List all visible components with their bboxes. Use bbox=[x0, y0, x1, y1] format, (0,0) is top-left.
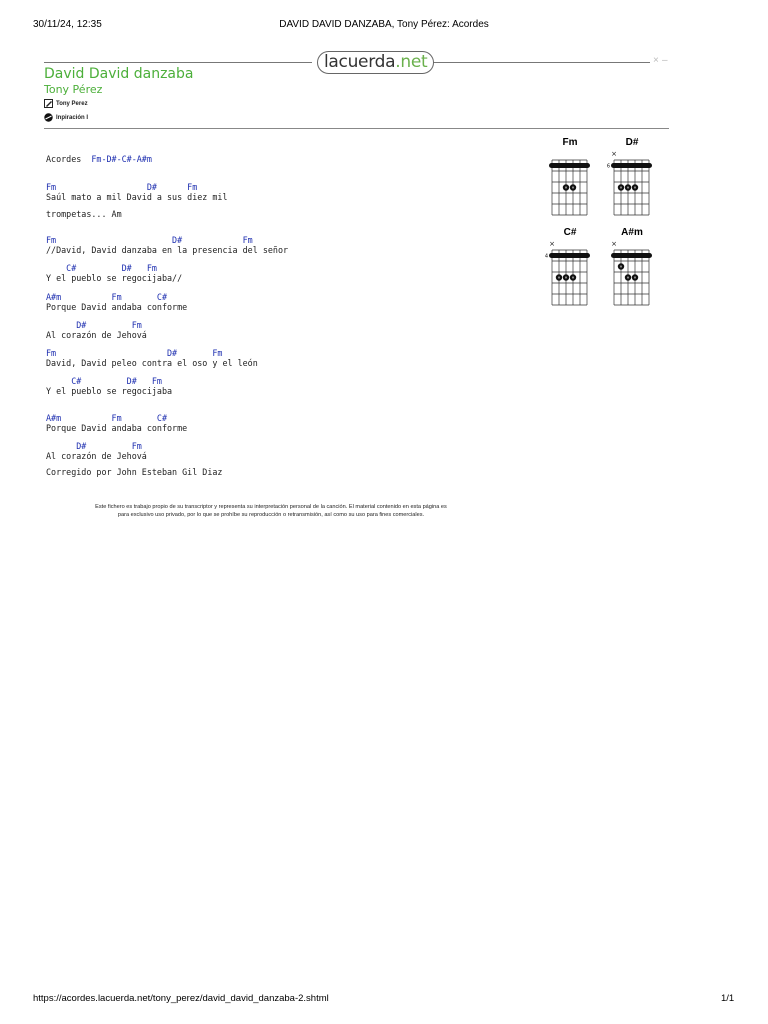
footer-page-number: 1/1 bbox=[721, 993, 735, 1004]
lyric-line: David, David peleo contra el oso y el león bbox=[46, 358, 258, 368]
logo-tld: .net bbox=[395, 52, 428, 72]
lyric-line: //David, David danzaba en la presencia del señor bbox=[46, 245, 289, 255]
credit-line: Corregido por John Esteban Gil Diaz bbox=[46, 467, 223, 477]
fretboard bbox=[607, 148, 657, 220]
chord-diagram-name: D# bbox=[625, 137, 639, 148]
barre-bar bbox=[549, 163, 590, 168]
muted-string-mark: × bbox=[611, 240, 617, 248]
finger-dot-center bbox=[558, 276, 560, 278]
finger-dot-center bbox=[620, 265, 622, 267]
chord-line: Fm D# Fm bbox=[46, 348, 223, 358]
finger-dot-center bbox=[572, 186, 574, 188]
finger-dot-center bbox=[565, 186, 567, 188]
chord-line: A#m Fm C# bbox=[46, 413, 168, 423]
chords-summary-line bbox=[46, 154, 152, 164]
muted-string-mark: × bbox=[611, 150, 617, 158]
fretboard bbox=[545, 238, 595, 310]
chord-line: C# D# Fm bbox=[46, 263, 157, 273]
print-doc-title: DAVID DAVID DANZABA, Tony Pérez: Acordes bbox=[279, 19, 489, 30]
disclaimer-line-2: para exclusivo uso privado, por lo que se prohíbe su reproducción o retransmisión, así como su uso para fines comerciales. bbox=[117, 511, 425, 518]
barre-bar bbox=[549, 253, 590, 258]
disclaimer-line-1: Este fichero es trabajo propio de su transcriptor y representa su interpretación personal de la canción. El material contenido en esta página es bbox=[95, 504, 447, 510]
lyric-line: Y el pueblo se regocijaba bbox=[46, 386, 173, 396]
chord-diagram-name: A#m bbox=[621, 227, 643, 238]
chord-diagram-d-sharp[interactable] bbox=[607, 137, 657, 222]
lyric-line: Porque David andaba conforme bbox=[46, 423, 188, 433]
lyric-line: Porque David andaba conforme bbox=[46, 302, 188, 312]
lyric-line: Al corazón de Jehová bbox=[46, 330, 147, 340]
chord-line: Fm D# Fm bbox=[46, 235, 253, 245]
album-name: Inpiración I bbox=[56, 114, 89, 121]
finger-dot-center bbox=[620, 186, 622, 188]
barre-bar bbox=[611, 163, 652, 168]
muted-string-mark: × bbox=[549, 240, 555, 248]
chord-diagram-name: C# bbox=[563, 227, 577, 238]
finger-dot-center bbox=[634, 186, 636, 188]
fret-number-label: 6 bbox=[607, 163, 610, 170]
chord-diagram-fm[interactable] bbox=[545, 137, 595, 222]
chord-line: D# Fm bbox=[46, 320, 142, 330]
fretboard bbox=[607, 238, 657, 310]
chord-line: C# D# Fm bbox=[46, 376, 162, 386]
lyric-line: trompetas... Am bbox=[46, 209, 122, 219]
barre-bar bbox=[611, 253, 652, 258]
song-title: David David danzaba bbox=[44, 66, 194, 82]
chord-diagram-a-sharp-m[interactable] bbox=[607, 227, 657, 312]
minimize-icon[interactable]: – bbox=[662, 55, 668, 66]
fret-number-label: 4 bbox=[545, 253, 548, 260]
lyric-line: Y el pueblo se regocijaba// bbox=[46, 273, 183, 283]
song-body bbox=[46, 0, 526, 480]
disclaimer bbox=[40, 504, 502, 519]
lyric-line: Al corazón de Jehová bbox=[46, 451, 147, 461]
logo-main: lacuerda bbox=[324, 52, 396, 72]
chord-diagram-name: Fm bbox=[562, 137, 578, 148]
chord-line: Fm D# Fm bbox=[46, 182, 198, 192]
song-artist[interactable]: Tony Pérez bbox=[44, 83, 103, 96]
chord-line: A#m Fm C# bbox=[46, 292, 168, 302]
fretboard bbox=[545, 148, 595, 220]
finger-dot-center bbox=[627, 276, 629, 278]
chord-line: D# Fm bbox=[46, 441, 142, 451]
chords-summary-label: Acordes bbox=[46, 154, 92, 164]
finger-dot-center bbox=[565, 276, 567, 278]
finger-dot-center bbox=[627, 186, 629, 188]
footer-url[interactable]: https://acordes.lacuerda.net/tony_perez/david_david_danzaba-2.shtml bbox=[33, 993, 329, 1004]
print-datetime: 30/11/24, 12:35 bbox=[33, 19, 102, 30]
chord-diagram-c-sharp[interactable] bbox=[545, 227, 595, 312]
finger-dot-center bbox=[572, 276, 574, 278]
lyric-line: Saúl mato a mil David a sus diez mil bbox=[46, 192, 228, 202]
transcriber-name: Tony Perez bbox=[56, 100, 88, 107]
finger-dot-center bbox=[634, 276, 636, 278]
close-icon[interactable]: × bbox=[653, 55, 659, 66]
chords-summary: Fm-D#-C#-A#m bbox=[91, 154, 152, 164]
